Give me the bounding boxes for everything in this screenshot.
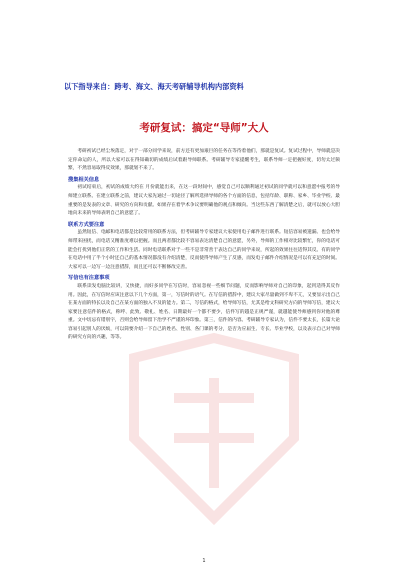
- intro-paragraph: 考研初试已经尘埃落定，对于一部分同学来说，前方还有更加艰巨的任务在等待着他们，那就是复试。复试过程中，导师就是决定你命运的人，所以大家可以在得知确切的成绩后试着跟导师联系。考研辅导专家提醒考生，联系导师一定把握好度，切勿太过频繁，不然容易取得反效果，那就划不来了。: [68, 149, 340, 172]
- document-title: 考研复试：搞定“导师”大人: [139, 122, 269, 134]
- section-heading: 写信也有注意事项: [68, 275, 110, 282]
- source-line: 以下指导来自：跨考、海文、海天考研辅导机构内部资料: [64, 82, 244, 91]
- section-heading: 搜集相关信息: [68, 176, 100, 183]
- section-heading: 联系方式要注意: [68, 221, 105, 228]
- faint-watermark-logo: [104, 318, 324, 538]
- document-body: [68, 148, 340, 345]
- page-number: 1: [202, 558, 206, 564]
- section-paragraph: 初试结束后，初试的成绩大约在 月份就能出来，在这一段时间中，感觉自己可以顺利通过初试的同学就可以和意愿中报考的导师建立联系。在建立联系之前，建议大家先通过一切途径了解所选择导师的各个方面的信息，包括年龄、职称、家乡、毕业学校、最重要的是发表的文章、研究的方向和贡献。如果存在着学术争议要明确他的观点和倾向。当这些东西了解清楚之后，就可以放心大胆地向未来的导师表明自己的意愿了。: [68, 185, 340, 217]
- section-paragraph: 虽然短信、电邮和电话都是比较常用的联系方法，但考研辅导专家建议大家使用电子邮件进行联系。短信容易被遗漏、也会给导师带来困扰，而电话又精准度难以把握。而且两者都比较不容易表达清楚自己的意愿，另外，导师的工作相对比较繁忙，你的电话可能会打扰到他们正常的工作和生活。同时电话联系对于一些不是非常善于表达自己的同学来说，所起的效果往往适得其反。有的同学在电话中用了半个小时还自己的基本情况都没有介绍清楚，反而使得导师产生了反感，而发电子邮件介绍情况是可以有充足的时间。大家可以一边写一边注意措辞，而且还可以不断修改完善。: [68, 230, 340, 270]
- section-paragraph: 联系读发电脑比较讲，又快捷，而好多同学在写信时，容易忽视一些细节问题，反而影响导师对自己的印象，起到适得其反作用。因此，在写信时应该注意以下几个方面，第一，写信时的语气。在写信的措辞中，建议大家尽量做到不卑不亢，又要显示出自己在某方面的特长以及自己在某方面的独入不及的能力。第二，写信的格式，给导师写信，尤其是给文科研究方向的导师写信，建议大家要注意信件的格式，称呼、此致、敬礼、姓名、日期最好一个都不要少，信件写的越是正规严谨，就越能使导师感到你对他的尊重。文中切忌有错别字，否则会给导师留下治学不严谨的坏印象。第三，信件的内容。考研辅导专家认为，信件不要太长，长篇大论容易引起别人的厌烦，可以简要介绍一下自己的姓名、性别、各门课的考分，是否为应届生、专长、毕业学校，以及表示自己对导师的研究方向的兴趣，等等。: [68, 283, 340, 341]
